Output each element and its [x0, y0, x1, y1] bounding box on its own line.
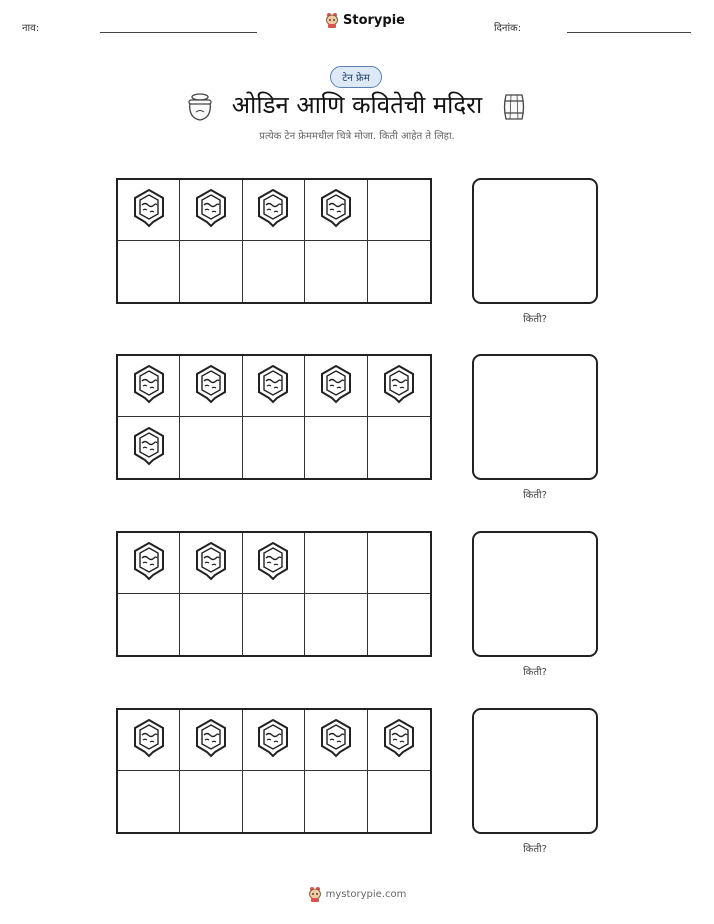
barrel-icon	[500, 92, 528, 122]
answer-label: किती?	[523, 844, 547, 855]
ten-frame-cell	[243, 417, 305, 478]
mead-hexagon-icon	[131, 718, 167, 762]
ten-frame-cell	[118, 417, 180, 478]
ten-frame-cell	[180, 710, 242, 771]
mead-hexagon-icon	[193, 364, 229, 408]
ten-frame-cell	[305, 594, 367, 655]
ten-frame-cell	[368, 180, 430, 241]
page-title: ओडिन आणि कवितेची मदिरा	[231, 91, 483, 119]
storypie-mascot-icon	[308, 886, 322, 902]
name-field[interactable]	[100, 32, 257, 33]
name-label: नाव:	[22, 23, 40, 34]
mead-hexagon-icon	[255, 718, 291, 762]
ten-frame-cell	[368, 533, 430, 594]
ten-frame-cell	[243, 180, 305, 241]
mead-hexagon-icon	[255, 541, 291, 585]
ten-frame-cell	[180, 180, 242, 241]
mead-hexagon-icon	[131, 188, 167, 232]
mead-hexagon-icon	[255, 364, 291, 408]
ten-frame	[116, 531, 432, 657]
mead-hexagon-icon	[255, 188, 291, 232]
ten-frame	[116, 178, 432, 304]
date-field[interactable]	[567, 32, 691, 33]
ten-frame-cell	[368, 594, 430, 655]
ten-frame-cell	[305, 771, 367, 832]
answer-label: किती?	[523, 490, 547, 501]
mead-hexagon-icon	[318, 188, 354, 232]
ten-frame-cell	[305, 180, 367, 241]
ten-frame-cell	[243, 594, 305, 655]
brand-name: Storypie	[343, 12, 405, 28]
ten-frame-cell	[180, 533, 242, 594]
mead-hexagon-icon	[193, 718, 229, 762]
answer-box[interactable]	[472, 708, 598, 834]
ten-frame-cell	[180, 417, 242, 478]
ten-frame-cell	[305, 417, 367, 478]
ten-frame-cell	[180, 771, 242, 832]
ten-frame-cell	[180, 356, 242, 417]
brand-logo	[325, 12, 405, 28]
ten-frame-cell	[243, 356, 305, 417]
mead-hexagon-icon	[131, 541, 167, 585]
ten-frame-cell	[118, 594, 180, 655]
mead-hexagon-icon	[381, 364, 417, 408]
mead-hexagon-icon	[193, 541, 229, 585]
ten-frame-cell	[180, 241, 242, 302]
ten-frame	[116, 708, 432, 834]
ten-frame-cell	[243, 771, 305, 832]
mead-hexagon-icon	[193, 188, 229, 232]
ten-frame-cell	[368, 417, 430, 478]
ten-frame-cell	[243, 710, 305, 771]
ten-frame-cell	[118, 241, 180, 302]
answer-label: किती?	[523, 314, 547, 325]
ten-frame-cell	[118, 356, 180, 417]
mead-hexagon-icon	[131, 426, 167, 470]
worksheet-type-badge: टेन फ्रेम	[330, 66, 382, 88]
mead-hexagon-icon	[318, 718, 354, 762]
ten-frame-cell	[305, 710, 367, 771]
ten-frame-cell	[118, 710, 180, 771]
ten-frame-cell	[368, 710, 430, 771]
ten-frame-cell	[368, 241, 430, 302]
ten-frame-cell	[118, 533, 180, 594]
ten-frame	[116, 354, 432, 480]
instructions: प्रत्येक टेन फ्रेममधील चित्रे मोजा. किती आहेत ते लिहा.	[259, 131, 455, 142]
answer-label: किती?	[523, 667, 547, 678]
ten-frame-cell	[368, 771, 430, 832]
ten-frame-cell	[305, 241, 367, 302]
ten-frame-cell	[368, 356, 430, 417]
mead-hexagon-icon	[318, 364, 354, 408]
answer-box[interactable]	[472, 178, 598, 304]
cauldron-icon	[186, 92, 214, 122]
footer	[0, 886, 714, 902]
footer-url[interactable]: mystorypie.com	[325, 888, 407, 900]
ten-frame-cell	[243, 533, 305, 594]
mead-hexagon-icon	[131, 364, 167, 408]
ten-frame-cell	[118, 180, 180, 241]
answer-box[interactable]	[472, 354, 598, 480]
ten-frame-cell	[180, 594, 242, 655]
date-label: दिनांक:	[494, 23, 522, 34]
ten-frame-cell	[243, 241, 305, 302]
mead-hexagon-icon	[381, 718, 417, 762]
answer-box[interactable]	[472, 531, 598, 657]
ten-frame-cell	[305, 533, 367, 594]
ten-frame-cell	[305, 356, 367, 417]
storypie-mascot-icon	[325, 12, 339, 28]
ten-frame-cell	[118, 771, 180, 832]
